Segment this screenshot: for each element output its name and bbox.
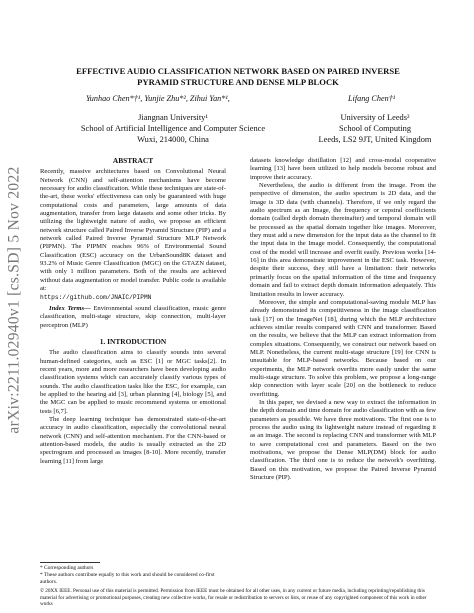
right-column	[250, 157, 436, 482]
paper-title	[40, 66, 436, 88]
right-paragraph-3: Moreover, the simple and computational-saving module MLP has already demonstrated its competitiveness in the image classification task [17] on the ImageNet [18], during which the MLP architecture achieves similar results compared with CNN and transformer. Based on the results, we believe that the MLP can extract information from complex situations. Consequently, we construct our network based on MLP. Nonetheless, the current multi-stage structure [19] for CNN is unsuitable for MLP-based networks. Because based on our experiments, the MLP network overfits more easily under the same multi-stage structure. To solve this problem, we propose a long-range skip connection with layer scale [20] on the bottleneck to reduce overfitting.	[250, 298, 436, 398]
authors-right: Lifang Chen†¹	[348, 94, 396, 103]
abstract-body	[40, 168, 226, 302]
index-terms-label: Index Terms—	[49, 304, 91, 312]
affiliation-left	[58, 112, 288, 145]
intro-paragraph-2: The deep learning technique has demonstrated state-of-the-art accuracy in audio classification, especially the convolutional neural network (CNN) and self-attention mechanism. For the CNN-based or attention-based models, the audio is usually extracted as the 2D spectrogram and processed as images [8-10]. More recently, transfer learning [11] from large	[40, 415, 226, 465]
authors-left: Yunhao Chen*†¹, Yunjie Zhu*², Zihui Yan*¹,	[86, 94, 230, 103]
footnote-1: * Corresponding authors	[40, 565, 94, 571]
affil-left-line-2: School of Artificial Intelligence and Computer Science	[80, 124, 266, 133]
affil-right-line-3: Leeds, LS2 9JT, United Kingdom	[318, 135, 432, 144]
arxiv-identifier-stamp	[4, 150, 26, 450]
affil-left-line-1: Jiangnan University¹	[138, 113, 208, 122]
arxiv-stamp-text: arXiv:2211.02940v1 [cs.SD] 5 Nov 2022	[6, 166, 23, 434]
affil-right-line-1: University of Leeds²	[340, 113, 410, 122]
copyright-notice: © 20XX IEEE. Personal use of this material is permitted. Permission from IEEE must be obtained for all other uses, in any current or future media, including reprinting/republishing this material for advertising or promotional purposes, creating new collective works, for resale or redistribution to servers or lists, or reuse of any copyrighted component of this work in other works	[40, 588, 427, 608]
footnotes	[40, 562, 226, 586]
intro-paragraph-1: The audio classification aims to classify sounds into several human-defined categories, such as ESC [1] or MGC tasks[2]. In recent years, more and more researchers have been developing audio classification systems which can accurately classify various types of sounds. The audio classification tasks like the ESC, for example, can be applied to the hearing aid [3], urban planning [4], biology [5], and the MGC can be applied to music recommend systems or emotional tests [6,7].	[40, 349, 226, 415]
index-terms-text: Environmental sound classification, music genre classification, multi-stage structure, skip connection, multi-layer perceptron (MLP)	[40, 304, 226, 329]
affiliation-right	[300, 112, 450, 145]
introduction-heading: 1. INTRODUCTION	[99, 336, 167, 346]
abstract-heading: ABSTRACT	[112, 156, 154, 165]
title-line-1: EFFECTIVE AUDIO CLASSIFICATION NETWORK BASED ON PAIRED INVERSE	[76, 66, 400, 76]
code-url-link[interactable]: https://github.com/JNAIC/PIPMN	[40, 293, 152, 301]
index-terms	[40, 305, 226, 330]
footnote-rule	[40, 562, 100, 563]
left-column	[40, 157, 226, 466]
right-paragraph-1: datasets knowledge distillation [12] and cross-modal cooperative learning [13] have been utilized to help models become robust and improve their accuracy.	[250, 157, 436, 181]
affil-left-line-3: Wuxi, 214000, China	[137, 135, 209, 144]
abstract-text: Recently, massive architectures based on Convolutional Neural Network (CNN) and self-attention mechanisms have become necessary for audio classification. While these techniques are state-of-the-art, these works' effectiveness can only be guaranteed with huge computational costs and parameters, large amounts of data augmentation, transfer from large datasets and some other tricks. By utilizing the lightweight nature of audio, we propose an efficient network structure called Paired Inverse Pyramid Structure (PIP) and a network called Paired Inverse Pyramid Structure MLP Network (PIPMN). The PIPMN reaches 96% of Environmental Sound Classification (ESC) accuracy on the UrbanSound8K dataset and 93.2% of Music Genre Classification (MGC) on the GTAZN dataset, with only 1 million parameters. Both of the results are achieved without data augmentation or model transfer. Public code is available at:	[40, 168, 226, 293]
right-paragraph-4: In this paper, we devised a new way to extract the information in the depth domain and time domain for audio classification with as few parameters as possible. We have three motivations. The first one is to process the audio using its lightweight nature instead of regarding it as an image. The second is replacing CNN and transformer with MLP to save computational cost and parameters. Based on the two motivations, we propose the Dense MLP(DM) block for audio classification. The third one is to reduce the network's overfitting. Based on this motivation, we propose the Paired Inverse Pyramid Structure (PIP).	[250, 398, 436, 482]
footnote-2: * These authors contribute equally to this work and should be considered co-first authors.	[40, 572, 215, 585]
title-line-2: PYRAMID STRUCTURE AND DENSE MLP BLOCK	[137, 77, 339, 87]
affil-right-line-2: School of Computing	[338, 124, 412, 133]
right-paragraph-2: Nevertheless, the audio is different from the image. From the perspective of dimension, the audio spectrum is 2D data, and the image is 3D data (with channels). Therefore, if we only regard the audio spectrum as an Image, the frequency or cepstral coefficients domain (called depth domain thereinafter) and temporal domain will be processed as the spatial domain together like images. Moreover, they must add a new dimension for the input data as the channel to fit the input data in the Image model. Consequently, the computational cost of the model will increase and overfit easily. Previous works [14-16] in this area demonstrate improvement in the ESC task. However, despite their success, they still have a limitation: their networks primarily focus on the spatial information of the time and frequency domain and fail to extract depth domain information adequately. This limitation results in lower accuracy.	[250, 182, 436, 298]
